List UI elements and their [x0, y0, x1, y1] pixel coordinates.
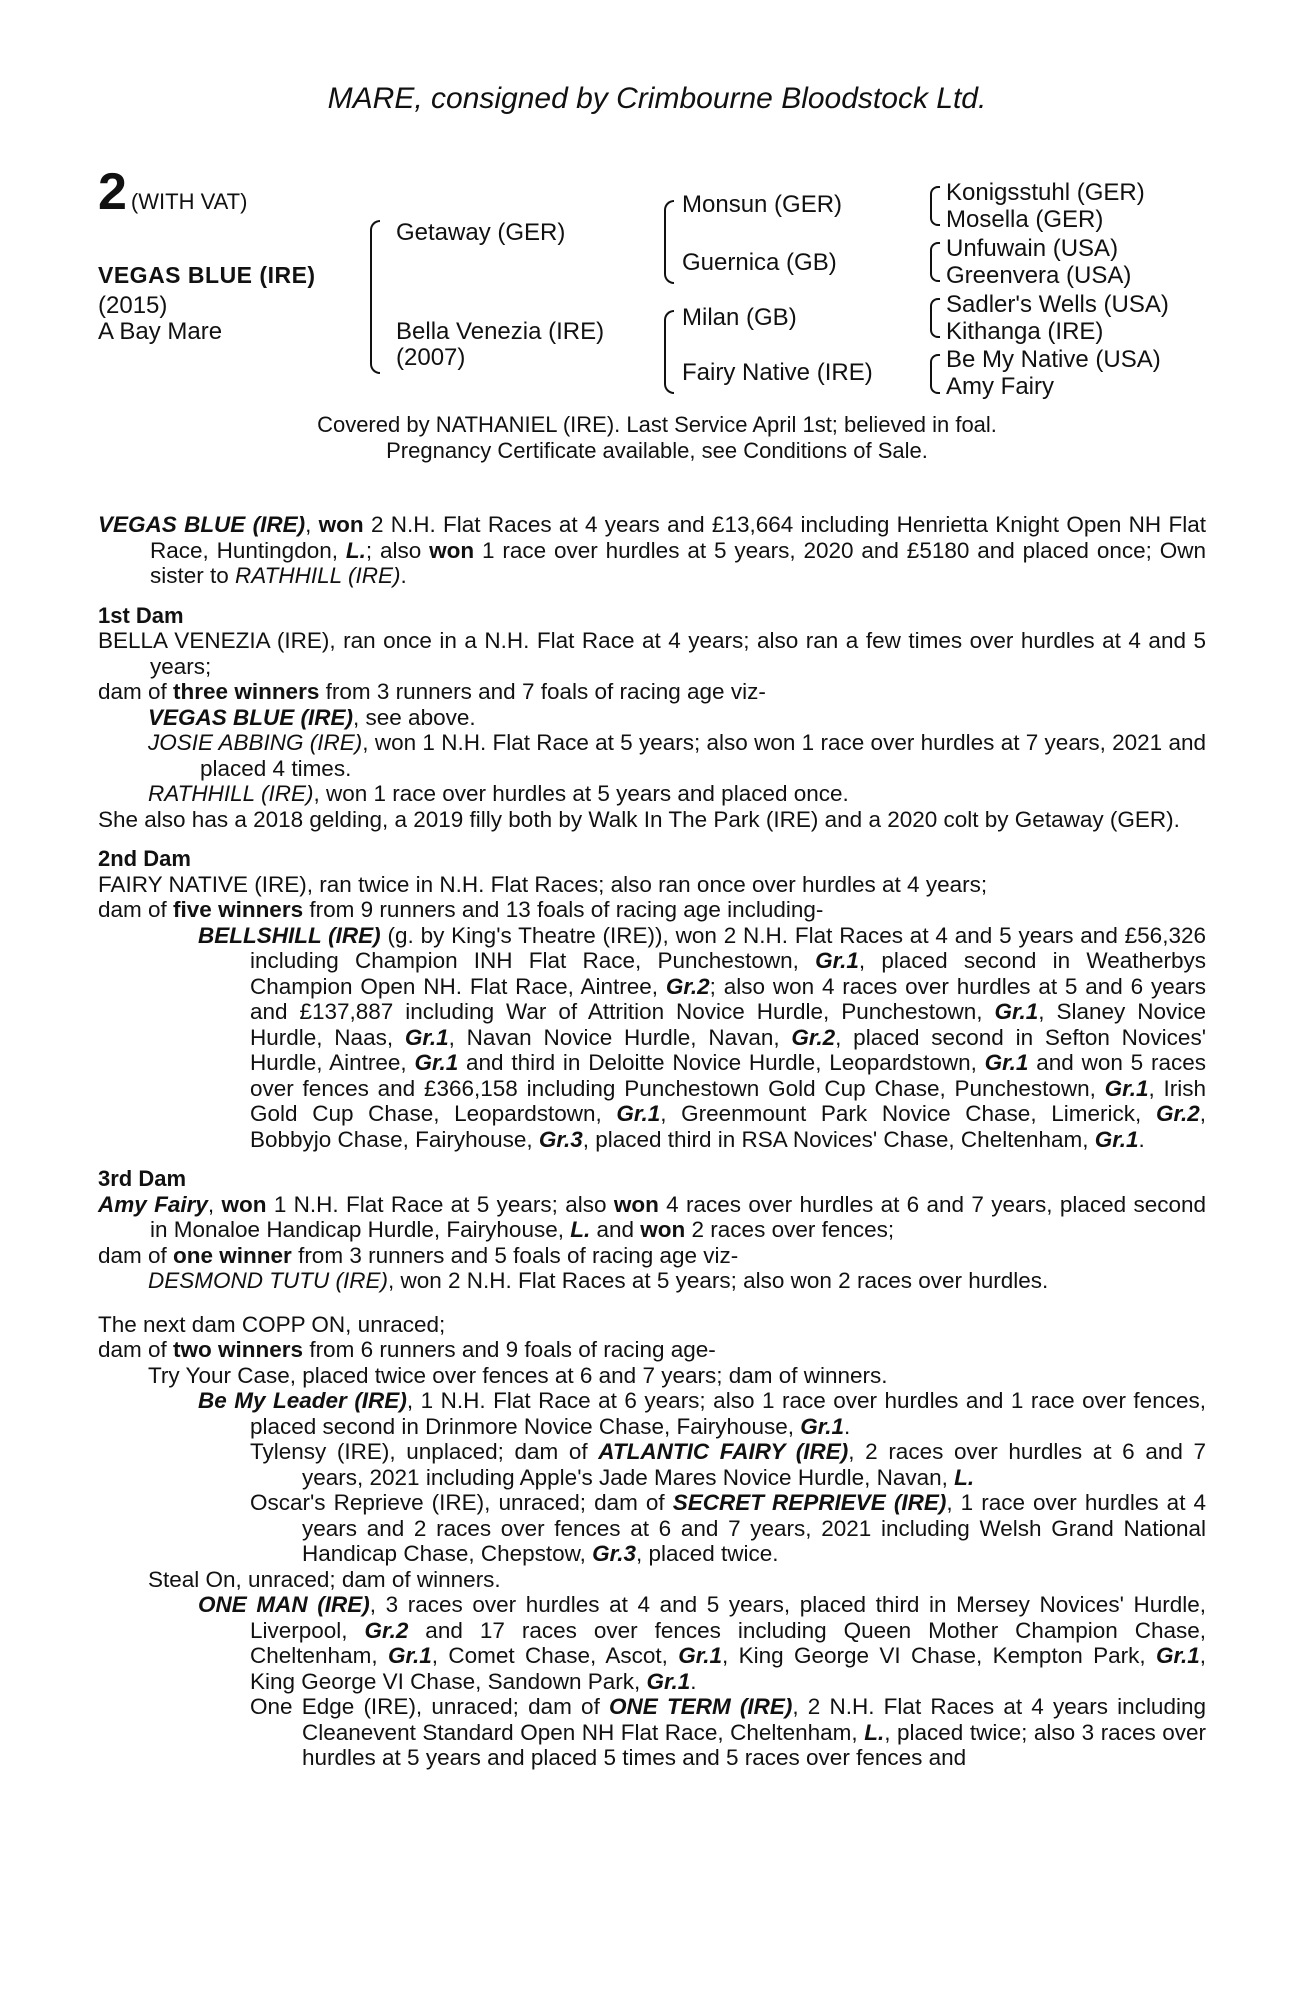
foal-name: VEGAS BLUE (IRE) — [148, 704, 354, 730]
text: , 2 N.H. Flat Races at 4 years including Cleanevent Standard Open NH Flat Race, Cheltenham, — [302, 1694, 1206, 1745]
text: , placed second in Sefton Novices' Hurdle, Aintree, — [250, 1024, 1206, 1075]
lot-number-value: 2 — [98, 163, 127, 221]
winners-count: five winners — [173, 897, 304, 922]
pedigree-ddd: Amy Fairy — [946, 373, 1054, 400]
pedigree-sdd: Greenvera (USA) — [946, 262, 1132, 289]
pedigree-dam-dam: Fairy Native (IRE) — [682, 359, 873, 386]
text: , won 1 race over hurdles at 5 years and placed once. — [313, 781, 849, 806]
dam3-produce — [98, 1243, 1206, 1269]
text: 2 races over fences; — [685, 1217, 895, 1242]
grade: Gr.1 — [414, 1050, 459, 1075]
text: from 3 runners and 5 foals of racing age viz- — [291, 1242, 739, 1268]
won: won — [221, 1191, 267, 1217]
next-grandfoal — [98, 1694, 1206, 1771]
next-foal: Try Your Case, placed twice over fences at 6 and 7 years; dam of winners. — [148, 1362, 888, 1388]
pedigree-sire: Getaway (GER) — [396, 219, 566, 246]
grade: Gr.2 — [1155, 1101, 1200, 1126]
dam1-note: She also has a 2018 gelding, a 2019 filly both by Walk In The Park (IRE) and a 2020 colt by Getaway (GER). — [98, 806, 1180, 832]
text: , Irish Gold Cup Chase, Leopardstown, — [250, 1075, 1206, 1126]
dam1-produce — [98, 679, 1206, 705]
foal-name: ATLANTIC FAIRY (IRE) — [598, 1439, 849, 1464]
dam1-line: BELLA VENEZIA (IRE), ran once in a N.H. Flat Race at 4 years; also ran a few times over hurdles at 4 and 5 years; — [98, 628, 1206, 679]
pedigree-brace-2a — [664, 200, 674, 284]
listed: L. — [954, 1464, 975, 1490]
winners-count: three winners — [173, 679, 320, 704]
text: dam of — [98, 679, 174, 704]
text: 4 races over hurdles at 6 and 7 years, placed second in Monaloe Handicap Hurdle, Fairyhouse, — [150, 1191, 1206, 1242]
pedigree-dds: Be My Native (USA) — [946, 346, 1161, 373]
text: , won 1 N.H. Flat Race at 5 years; also won 1 race over hurdles at 7 years, 2021 and placed 4 times. — [200, 730, 1207, 781]
dam3-foal — [98, 1268, 1206, 1294]
text: dam of — [98, 1242, 174, 1268]
next-grandfoal — [98, 1388, 1206, 1439]
listed: L. — [864, 1719, 885, 1745]
foal-name: ONE TERM (IRE) — [609, 1694, 793, 1719]
text: and won 5 races over fences and £366,158 including Punchestown Gold Cup Chase, Punchestown, — [250, 1050, 1206, 1101]
grade: Gr.2 — [791, 1024, 836, 1050]
text: dam of — [98, 897, 174, 922]
grade: Gr.1 — [616, 1101, 661, 1126]
dam2-heading: 2nd Dam — [98, 846, 191, 871]
text: One Edge (IRE), unraced; dam of — [250, 1694, 610, 1719]
pedigree-dss: Sadler's Wells (USA) — [946, 291, 1169, 318]
grade: Gr.1 — [1155, 1643, 1200, 1668]
text: 1 N.H. Flat Race at 5 years; also — [266, 1191, 614, 1217]
intro-sister: RATHHILL (IRE) — [235, 563, 401, 588]
grade: Gr.2 — [364, 1617, 409, 1643]
dam2-line: FAIRY NATIVE (IRE), ran twice in N.H. Flat Races; also ran once over hurdles at 4 years; — [98, 871, 988, 897]
pedigree-brace-3a — [930, 186, 940, 226]
grade: Gr.3 — [592, 1541, 636, 1566]
text: , 1 N.H. Flat Race at 6 years; also 1 race over hurdles and 1 race over fences, placed second in Drinmore Novice Chase, Fairyhouse, — [250, 1388, 1206, 1439]
next-dam-line: The next dam COPP ON, unraced; — [98, 1311, 446, 1337]
grade: Gr.1 — [646, 1668, 691, 1694]
foal-name: JOSIE ABBING (IRE) — [148, 730, 363, 755]
grade: Gr.1 — [1104, 1075, 1149, 1101]
dam3-line — [98, 1192, 1206, 1243]
pedigree-brace-3c — [930, 298, 940, 338]
text: (g. by King's Theatre (IRE)), won 2 N.H. Flat Races at 4 and 5 years and £56,326 including Champion INH Flat Race, Punchestown, — [250, 922, 1206, 973]
grade: Gr.2 — [665, 973, 710, 999]
won: won — [640, 1217, 686, 1242]
pedigree-sds: Unfuwain (USA) — [946, 235, 1119, 262]
pedigree-dam: Bella Venezia (IRE) — [396, 318, 605, 345]
dam2-foal — [98, 923, 1206, 1153]
spacer — [98, 1294, 1206, 1312]
next-grandfoal — [98, 1439, 1206, 1490]
intro-text: 1 race over hurdles at 5 years, 2020 and £5180 and placed once; Own sister to — [150, 537, 1206, 588]
pedigree-brace-3d — [930, 354, 940, 394]
pedigree-ssd: Mosella (GER) — [946, 206, 1104, 233]
pedigree-dam-year: (2007) — [396, 344, 466, 371]
text: . — [1138, 1126, 1145, 1152]
grade: Gr.1 — [387, 1643, 432, 1668]
pedigree-brace-1 — [370, 220, 380, 374]
text: , placed third in RSA Novices' Chase, Cheltenham, — [582, 1126, 1095, 1152]
grade: Gr.1 — [404, 1024, 449, 1050]
dam1-foal — [98, 705, 1206, 731]
foal-name: SECRET REPRIEVE (IRE) — [672, 1490, 947, 1515]
pedigree-dsd: Kithanga (IRE) — [946, 318, 1104, 345]
horse-name: VEGAS BLUE (IRE) — [98, 262, 316, 288]
grade: Gr.1 — [984, 1050, 1029, 1075]
intro-won: won — [318, 512, 364, 537]
foal-name: RATHHILL (IRE) — [148, 781, 314, 806]
pedigree-sire-dam: Guernica (GB) — [682, 249, 837, 276]
intro-paragraph — [98, 512, 1206, 589]
text: , Bobbyjo Chase, Fairyhouse, — [250, 1101, 1206, 1152]
won: won — [613, 1191, 659, 1217]
listed: L. — [570, 1217, 591, 1242]
text: Tylensy (IRE), unplaced; dam of — [250, 1439, 599, 1464]
text: Oscar's Reprieve (IRE), unraced; dam of — [250, 1490, 673, 1515]
cover-line-2: Pregnancy Certificate available, see Conditions of Sale. — [386, 438, 928, 463]
dam2-produce — [98, 897, 1206, 923]
page-header: MARE, consigned by Crimbourne Bloodstock Ltd. — [327, 82, 987, 115]
text: , Navan Novice Hurdle, Navan, — [448, 1024, 792, 1050]
text: , Comet Chase, Ascot, — [431, 1643, 679, 1668]
text: , see above. — [353, 704, 476, 730]
intro-text: . — [400, 563, 407, 588]
pedigree-brace-2b — [664, 310, 674, 394]
text: , Slaney Novice Hurdle, Naas, — [250, 999, 1206, 1050]
intro-horse: VEGAS BLUE (IRE) — [98, 512, 306, 537]
text: from 6 runners and 9 foals of racing age- — [303, 1337, 716, 1362]
text: , 3 races over hurdles at 4 and 5 years, placed third in Mersey Novices' Hurdle, Liverpool, — [250, 1592, 1206, 1643]
text: , 1 race over hurdles at 4 years and 2 races over fences at 6 and 7 years, 2021 including Welsh Grand National Handicap Chase, Chepstow, — [302, 1490, 1207, 1566]
intro-text: , — [305, 512, 319, 537]
winners-count: one winner — [173, 1242, 292, 1268]
winners-count: two winners — [173, 1337, 304, 1362]
next-grandfoal — [98, 1592, 1206, 1694]
text: , — [207, 1191, 222, 1217]
dam1-foal — [98, 781, 1206, 807]
grade: Gr.1 — [800, 1413, 845, 1439]
grade: Gr.1 — [815, 948, 859, 973]
dam-name: Amy Fairy — [98, 1191, 208, 1217]
next-foal: Steal On, unraced; dam of winners. — [148, 1566, 501, 1592]
intro-listed: L. — [345, 537, 366, 563]
text: , 2 races over hurdles at 6 and 7 years, 2021 including Apple's Jade Mares Novice Hurdle, Navan, — [302, 1439, 1206, 1490]
grade: Gr.1 — [1094, 1126, 1139, 1152]
text: , King George VI Chase, Sandown Park, — [250, 1643, 1206, 1694]
text: , placed second in Weatherbys Champion Open NH. Flat Race, Aintree, — [250, 948, 1206, 999]
next-grandfoal — [98, 1490, 1206, 1567]
text: . — [844, 1413, 851, 1439]
grade: Gr.3 — [538, 1126, 583, 1152]
text: and 17 races over fences including Queen Mother Champion Chase, Cheltenham, — [250, 1617, 1207, 1668]
horse-description: A Bay Mare — [98, 318, 223, 345]
text: from 9 runners and 13 foals of racing age including- — [303, 897, 824, 922]
horse-year: (2015) — [98, 292, 168, 319]
intro-won: won — [429, 537, 475, 563]
dam1-foal — [98, 730, 1206, 781]
catalogue-body — [98, 512, 1206, 1771]
dam1-heading: 1st Dam — [98, 602, 184, 628]
grade: Gr.1 — [994, 999, 1039, 1024]
dam3-heading: 3rd Dam — [98, 1166, 187, 1191]
text: , Greenmount Park Novice Chase, Limerick, — [660, 1101, 1156, 1126]
text: , King George VI Chase, Kempton Park, — [722, 1643, 1156, 1668]
grade: Gr.1 — [678, 1643, 723, 1668]
pedigree-sss: Konigsstuhl (GER) — [946, 179, 1145, 206]
pedigree-dam-sire: Milan (GB) — [682, 304, 797, 331]
text: , placed twice; also 3 races over hurdles at 5 years and placed 5 times and 5 races over fences and — [302, 1719, 1207, 1770]
foal-name: BELLSHILL (IRE) — [198, 922, 381, 948]
text: . — [690, 1668, 697, 1694]
text: and — [590, 1217, 641, 1242]
pedigree-brace-3b — [930, 242, 940, 282]
lot-vat: (WITH VAT) — [130, 189, 248, 214]
text: , placed twice. — [635, 1541, 779, 1566]
cover-line-1: Covered by NATHANIEL (IRE). Last Service April 1st; believed in foal. — [317, 412, 997, 437]
intro-text: ; also — [365, 537, 430, 563]
intro-text: 2 N.H. Flat Races at 4 years and £13,664 including Henrietta Knight Open NH Flat Race, Huntingdon, — [150, 512, 1206, 563]
foal-name: ONE MAN (IRE) — [198, 1592, 370, 1617]
text: and third in Deloitte Novice Hurdle, Leopardstown, — [458, 1050, 985, 1075]
text: ; also won 4 races over hurdles at 5 and 6 years and £137,887 including War of Attrition Novice Hurdle, Punchestown, — [250, 973, 1206, 1024]
next-dam-produce — [98, 1337, 1206, 1363]
lot-number — [98, 163, 248, 221]
pedigree-sire-sire: Monsun (GER) — [682, 191, 843, 218]
foal-name: Be My Leader (IRE) — [198, 1388, 407, 1413]
text: , won 2 N.H. Flat Races at 5 years; also won 2 races over hurdles. — [388, 1268, 1049, 1293]
text: dam of — [98, 1337, 174, 1362]
foal-name: DESMOND TUTU (IRE) — [148, 1268, 388, 1293]
text: from 3 runners and 7 foals of racing age viz- — [319, 679, 766, 704]
